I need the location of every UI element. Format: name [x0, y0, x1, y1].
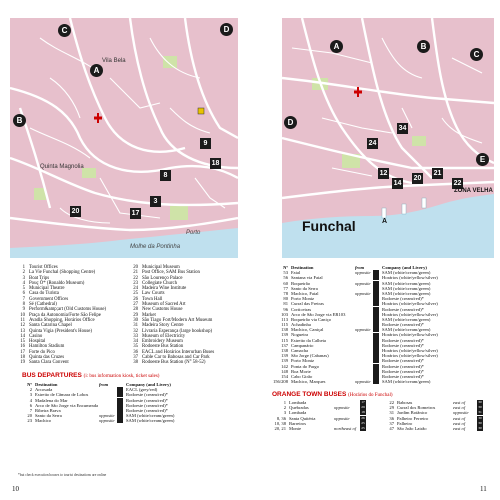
table-row: 148 Boa Morte Rodoeste (cream/red)* — [281, 368, 424, 374]
table-row: 4 Madalena do Mar Rodoeste (cream/red)* — [29, 397, 168, 403]
map-label-quinta-magnolia: Quinta Magnolia — [40, 164, 84, 170]
map-label-molhe: Molhe da Pontinha — [130, 244, 181, 250]
table-row: 56 Santana via Faial Horários (white/yellow/silver) — [283, 275, 438, 281]
table-row: 60 Boqueirão opposite SAM (white/cream/green) — [283, 280, 431, 286]
legend-item: 17 Forte do Pico — [20, 349, 55, 355]
table-row: 156/208 Machico, Marques opposite SAM (white/cream/green) — [272, 379, 431, 385]
map-marker: 22 — [453, 180, 462, 187]
bus-departures-title: BUS DEPARTURES (i: bus information kiosk, ticket sales) — [22, 372, 160, 379]
table-header: Nº Destination from Company (and Livery) — [27, 382, 171, 387]
legend-item: 20 Municipal Museum — [133, 265, 180, 270]
table-row: 103 Arco de São Jorge via ER103 Horários (white/yellow/silver) — [281, 311, 438, 317]
legend-column-2 — [123, 265, 243, 366]
table-row: 115 Estreito da Calheta Rodoeste (cream/red)* — [281, 337, 424, 343]
table-row: 78 Machico, Faial opposite SAM (white/cream/green) — [283, 290, 431, 296]
table-row: 23 Machico opposite SAM (white/cream/green) — [27, 418, 175, 424]
map-city-label: Funchal — [302, 218, 356, 234]
legend-item: 10 Praça da Autonomia/Forte São Felipe — [20, 312, 101, 318]
map-marker: 17 — [131, 210, 140, 217]
map-label-vila-bela: Vila Bela — [102, 58, 126, 64]
table-row: 3 Estreito de Câmara de Lobos Rodoeste (cream/red)* — [29, 392, 168, 398]
map-marker: 9 — [200, 138, 211, 149]
left-map — [10, 18, 238, 258]
table-row: 6 Arco de São Jorge via Encumeada Rodoeste (cream/red)* — [29, 402, 168, 408]
legend-item: 35 Rodoeste Bus Station — [133, 344, 184, 350]
bus-departures-subtitle: (i: bus information kiosk, ticket sales) — [83, 374, 160, 379]
legend-item: 25 Law Courts — [133, 291, 165, 297]
legend-item: 34 Embroidery Museum — [133, 339, 183, 345]
table-row: 113 Boqueirão via Caniço SAM (white/cream/green) — [281, 316, 431, 322]
legend-column-1 — [10, 265, 122, 366]
legend-item: 9 Perform&amp;art (Old Customs House) — [22, 307, 107, 313]
legend-item: 33 Museum of Electricity — [133, 333, 186, 339]
table-row: 36 Palheiro Ferreiro east of 30 — [389, 415, 482, 421]
table-row: 7 Ribeira Brava Rodoeste (cream/red)* — [29, 407, 168, 413]
legend-item: 36 EACL and Horários Interurban Buses — [133, 349, 215, 355]
map-marker: 12 — [379, 170, 388, 177]
map-marker: 20 — [413, 175, 422, 182]
map-pin-d: D — [220, 23, 233, 36]
legend-item: 32 Livraria Esperança (large bookshop) — [133, 328, 213, 334]
legend-item: 31 Madeira Story Centre — [133, 323, 184, 329]
orange-buses-left — [268, 400, 380, 431]
table-row: 81 Curral das Freiras Horários (white/yellow/silver) — [283, 301, 438, 307]
table-row: 142 Ponta do Pargo Rodoeste (cream/red)* — [281, 363, 424, 369]
right-map — [282, 18, 494, 258]
map-marker: 34 — [398, 125, 407, 132]
legend-item: 5 Municipal Theatre — [22, 286, 65, 292]
orange-buses-subtitle: (Horários do Funchal) — [348, 393, 393, 398]
table-row: 10, 38 Barreiros 25 — [274, 420, 365, 426]
map-pin-a: A — [90, 64, 103, 77]
legend-item: 30 São Tiago Fort/Modern Art Museum — [133, 317, 213, 323]
table-row: 20, 21 Monte northeast of 25 — [274, 425, 365, 431]
legend-item: 8 Sé (Cathedral) — [22, 302, 57, 308]
orange-buses-title: ORANGE TOWN BUSES (Horários do Funchal) — [272, 391, 393, 398]
table-row: 8, 36 Santa Quitéria opposite 26 — [276, 415, 365, 421]
table-row: 80 Porto Moniz Rodoeste (cream/red)* — [283, 296, 424, 302]
map-marker: 21 — [433, 170, 442, 177]
map-marker: 20 — [71, 208, 80, 215]
map-zone-label: ZONA VELHA — [454, 188, 493, 194]
table-row: 53 Faial opposite SAM (white/cream/green) — [283, 270, 431, 276]
table-row: 115 Achadinha Rodoeste (cream/red)* — [281, 322, 424, 328]
legend-item: 16 Hamilton Stadium — [20, 344, 65, 350]
table-row: 29 Curral dos Romeiros east of 30 — [389, 405, 482, 411]
map-pin-c: C — [58, 24, 71, 37]
legend-item: 12 Santa Catarina Chapel — [20, 323, 72, 329]
north-arrow-icon: A — [382, 218, 388, 225]
legend-item: 29 Market — [133, 312, 156, 318]
table-row: 22 Babosas east of 30 — [389, 400, 482, 405]
table-row: 47 São João Latrão east of 30 — [389, 425, 482, 431]
map-pin-a: A — [330, 40, 343, 53]
map-marker: 14 — [393, 180, 402, 187]
table-row: 2 Quebradas opposite 29 — [283, 405, 365, 411]
bus-destinations-table — [270, 265, 500, 384]
legend-item: 11 Avadla Shopping, Horários Office — [20, 317, 95, 323]
legend-item: 4 Pouç Ó* (Ronaldo Museum) — [22, 280, 85, 286]
legend-item: 6 Casa do Turista — [22, 291, 59, 297]
map-marker: 3 — [150, 196, 161, 207]
table-row: 1 Lombada 17 — [283, 400, 365, 405]
legend-item: 15 Hospital — [20, 339, 46, 345]
table-header: Nº Destination from Company (and Livery) — [283, 265, 427, 270]
map-marker: 18 — [211, 160, 220, 167]
page-number-left: 10 — [12, 485, 19, 493]
legend-item: 22 São Lourenço Palace — [133, 275, 183, 281]
legend-item: 7 Government Offices — [22, 296, 69, 302]
table-row: 3 Lombada 18 — [283, 410, 365, 416]
right-page — [250, 0, 500, 500]
legend-item: 2 La Vie Funchal (Shopping Centre) — [22, 270, 96, 276]
table-row: 139 Porto Moniz Rodoeste (cream/red)* — [281, 358, 424, 364]
legend-item: 23 Collegiate Church — [133, 280, 178, 286]
map-label-porto: Porto — [186, 230, 201, 236]
table-row: 154 Cabo Girão Rodoeste (cream/red)* — [281, 373, 424, 379]
map-pin-d: D — [284, 116, 297, 129]
legend-item: 26 Town Hall — [133, 296, 163, 302]
map-pin-c: C — [470, 48, 483, 61]
legend-item: 37 Cable Car to Babosas and Car Park — [133, 355, 210, 361]
table-row: 77 Santo da Serra SAM (white/cream/green) — [283, 285, 431, 291]
table-row: 31 Jardim Botânico opposite 31 — [389, 410, 482, 416]
legend-item: 24 Madeira Wine Institute — [133, 286, 187, 292]
bus-footnote: *but check execution houses to tourist destinations are online — [18, 473, 107, 477]
map-pin-e: E — [476, 153, 489, 166]
map-marker: 24 — [368, 140, 377, 147]
table-row: 138 Machico, Caniçal opposite SAM (white/cream/green) — [281, 327, 431, 333]
legend-item: 21 Post Office, SAM Bus Station — [133, 270, 200, 276]
map-pin-b: B — [13, 114, 26, 127]
legend-item: 28 New Customs House — [133, 307, 183, 313]
legend-item: 19 Santa Clara Convent — [20, 360, 69, 366]
bus-departures-table — [14, 382, 246, 424]
table-row: 137 Campanário Rodoeste (cream/red)* — [281, 342, 424, 348]
table-row: 37 Palheiro east of 30 — [389, 420, 482, 426]
legend-item: 13 Quinta Vigia (President's House) — [20, 328, 92, 334]
orange-buses-right — [382, 400, 498, 431]
table-row: 96 Corticeiras Rodoeste (cream/red)* — [283, 306, 424, 312]
table-row: 20 Santo da Serra opposite SAM (white/cream/green) — [27, 413, 175, 419]
table-row: 138 Camacha Horários (white/yellow/silver) — [281, 348, 438, 353]
page-number-right: 11 — [480, 485, 487, 493]
table-row: 139 Nogueira Horários (white/yellow/silver) — [281, 332, 438, 338]
table-row: 2 Arcosada EACL (grey/red) — [29, 387, 158, 393]
legend-item: 3 Boat Trips — [22, 275, 50, 281]
table-row: 139 São Jorge (Cabanas) Horários (white/yellow/silver) — [281, 353, 438, 359]
legend-item: 27 Museum of Sacred Art — [133, 302, 186, 308]
legend-item: 14 Casino — [20, 333, 43, 339]
map-pin-b: B — [417, 40, 430, 53]
legend-item: 38 Rodoeste Bus Station (N° 58-52) — [133, 360, 206, 366]
map-marker: 8 — [160, 170, 171, 181]
legend-item: 18 Quinta das Cruzes — [20, 355, 65, 361]
legend-item: 1 Tourist Offices — [22, 265, 58, 270]
